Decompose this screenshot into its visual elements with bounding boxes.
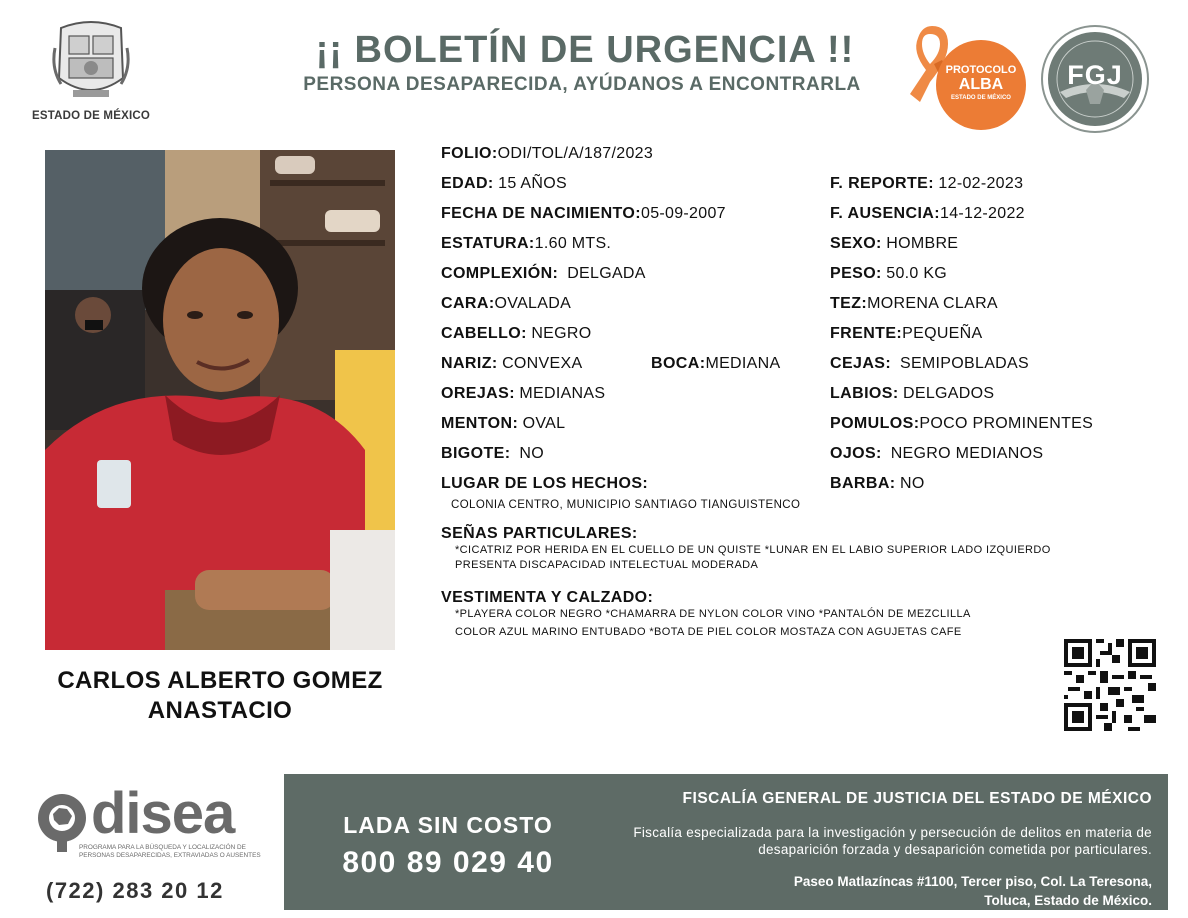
labios-value: DELGADOS: [903, 385, 995, 402]
alba-line2: ALBA: [958, 76, 1004, 93]
orejas-value: MEDIANAS: [519, 385, 606, 402]
field-barba: [830, 474, 925, 494]
vestimenta-line2: COLOR AZUL MARINO ENTUBADO *BOTA DE PIEL COLOR MOSTAZA CON AGUJETAS CAFE: [455, 626, 962, 638]
field-sexo: [830, 234, 958, 254]
person-name-line2: ANASTACIO: [147, 697, 293, 724]
pomulos-value: POCO PROMINENTES: [919, 415, 1094, 432]
qr-code[interactable]: [1064, 639, 1156, 731]
frente-value: PEQUEÑA: [902, 325, 983, 342]
lugar-label: LUGAR DE LOS HECHOS:: [441, 475, 649, 492]
pomulos-label: POMULOS:: [830, 415, 920, 432]
missing-person-photo: [45, 150, 395, 650]
state-label: ESTADO DE MÉXICO: [32, 110, 150, 122]
cejas-value: SEMIPOBLADAS: [899, 355, 1029, 372]
odisea-logo: [35, 781, 275, 908]
nacimiento-value: 05-09-2007: [641, 205, 726, 222]
field-tez: [830, 294, 998, 314]
labios-label: LABIOS:: [830, 385, 899, 402]
field-estatura: [441, 234, 611, 254]
coat-of-arms-icon: [51, 18, 131, 104]
cabello-label: CABELLO:: [441, 325, 527, 342]
senas-heading: [441, 524, 638, 544]
frente-label: FRENTE:: [830, 325, 903, 342]
fgj-logo: [1040, 24, 1150, 134]
odisea-phone[interactable]: (722) 283 20 12: [46, 878, 224, 903]
field-labios: [830, 384, 994, 404]
f-ausencia-value: 14-12-2022: [940, 205, 1025, 222]
person-photo-illustration: [45, 150, 395, 650]
vestimenta-heading: [441, 588, 653, 608]
estatura-value: 1.60 MTS.: [534, 235, 612, 252]
field-f-reporte: [830, 174, 1023, 194]
odisea-description: PROGRAMA PARA LA BÚSQUEDA Y LOCALIZACIÓN DE PERSONAS DESAPARECIDAS, EXTRAVIADAS O AUSENTES: [79, 844, 261, 859]
vestimenta-line1: *PLAYERA COLOR NEGRO *CHAMARRA DE NYLON COLOR VINO *PANTALÓN DE MEZCLILLA: [455, 608, 971, 620]
field-lugar-label: [441, 474, 648, 494]
vestimenta-label: VESTIMENTA Y CALZADO:: [441, 589, 654, 606]
f-reporte-label: F. REPORTE:: [830, 175, 934, 192]
ojos-label: OJOS:: [830, 445, 882, 462]
barba-label: BARBA:: [830, 475, 896, 492]
field-cara: [441, 294, 571, 314]
lugar-value: COLONIA CENTRO, MUNICIPIO SANTIAGO TIANGUISTENCO: [451, 499, 801, 511]
alba-line1: PROTOCOLO: [945, 64, 1017, 76]
odisea-wordmark: disea: [91, 781, 235, 846]
alba-line3: ESTADO DE MÉXICO: [951, 95, 1011, 101]
alba-badge: [936, 40, 1026, 130]
field-f-ausencia: [830, 204, 1025, 224]
field-cabello: [441, 324, 591, 344]
tez-label: TEZ:: [830, 295, 868, 312]
f-reporte-value: 12-02-2023: [938, 175, 1024, 192]
cara-label: CARA:: [441, 295, 495, 312]
senas-line1: *CICATRIZ POR HERIDA EN EL CUELLO DE UN QUISTE *LUNAR EN EL LABIO SUPERIOR LADO IZQUIERDO: [455, 544, 1051, 556]
field-boca: [651, 354, 780, 374]
lada-label: LADA SIN COSTO: [343, 812, 553, 838]
complexion-label: COMPLEXIÓN:: [441, 265, 559, 282]
f-ausencia-label: F. AUSENCIA:: [830, 205, 940, 222]
field-pomulos: [830, 414, 1093, 434]
nariz-value: CONVEXA: [502, 355, 583, 372]
estado-de-mexico-logo: [30, 18, 152, 122]
boca-value: MEDIANA: [705, 355, 781, 372]
barba-value: NO: [899, 475, 925, 492]
menton-label: MENTON:: [441, 415, 519, 432]
estatura-label: ESTATURA:: [441, 235, 535, 252]
lada-number[interactable]: 800 89 029 40: [342, 846, 554, 879]
ojos-value: NEGRO MEDIANOS: [890, 445, 1044, 462]
edad-label: EDAD:: [441, 175, 494, 192]
folio-value: ODI/TOL/A/187/2023: [497, 145, 654, 162]
complexion-value: DELGADA: [567, 265, 646, 282]
nacimiento-label: FECHA DE NACIMIENTO:: [441, 205, 641, 222]
person-name: [40, 666, 400, 726]
odisea-map-pin-icon: [35, 792, 89, 852]
contact-band: [284, 774, 1168, 910]
fgj-address-line1: Paseo Matlazíncas #1100, Tercer piso, Col. La Teresona,: [793, 874, 1152, 889]
fgj-address: [612, 872, 1152, 910]
field-folio: [441, 144, 653, 164]
fgj-logo-text: FGJ: [1067, 60, 1123, 90]
senas-label: SEÑAS PARTICULARES:: [441, 525, 638, 542]
bulletin-title: ¡¡ BOLETÍN DE URGENCIA !!: [315, 29, 855, 71]
bigote-label: BIGOTE:: [441, 445, 511, 462]
sexo-value: HOMBRE: [886, 235, 959, 252]
protocolo-alba-logo: [900, 20, 1030, 130]
cabello-value: NEGRO: [531, 325, 592, 342]
field-edad: [441, 174, 567, 194]
bulletin-subtitle: PERSONA DESAPARECIDA, AYÚDANOS A ENCONTRARLA: [303, 74, 861, 95]
cara-value: OVALADA: [494, 295, 572, 312]
field-nariz: [441, 354, 582, 374]
senas-line2: PRESENTA DISCAPACIDAD INTELECTUAL MODERADA: [455, 559, 759, 571]
peso-value: 50.0 KG: [886, 265, 948, 282]
fgj-address-line2: Toluca, Estado de México.: [984, 893, 1152, 908]
field-complexion: [441, 264, 646, 284]
field-frente: [830, 324, 982, 344]
sexo-label: SEXO:: [830, 235, 882, 252]
fgj-description: Fiscalía especializada para la investigación y persecución de delitos en materia de desaparición forzada y desaparición cometida por particulares.: [633, 825, 1152, 857]
field-ojos: [830, 444, 1043, 464]
field-nacimiento: [441, 204, 726, 224]
fgj-title: FISCALÍA GENERAL DE JUSTICIA DEL ESTADO DE MÉXICO: [682, 790, 1152, 807]
tez-value: MORENA CLARA: [867, 295, 998, 312]
edad-value: 15 AÑOS: [498, 175, 567, 192]
boca-label: BOCA:: [651, 355, 706, 372]
field-cejas: [830, 354, 1029, 374]
field-peso: [830, 264, 947, 284]
peso-label: PESO:: [830, 265, 882, 282]
bigote-value: NO: [519, 445, 544, 462]
folio-label: FOLIO:: [441, 145, 498, 162]
orejas-label: OREJAS:: [441, 385, 515, 402]
menton-value: OVAL: [522, 415, 566, 432]
field-menton: [441, 414, 565, 434]
nariz-label: NARIZ:: [441, 355, 498, 372]
cejas-label: CEJAS:: [830, 355, 892, 372]
field-bigote: [441, 444, 544, 464]
field-orejas: [441, 384, 605, 404]
person-name-line1: CARLOS ALBERTO GOMEZ: [57, 667, 383, 694]
